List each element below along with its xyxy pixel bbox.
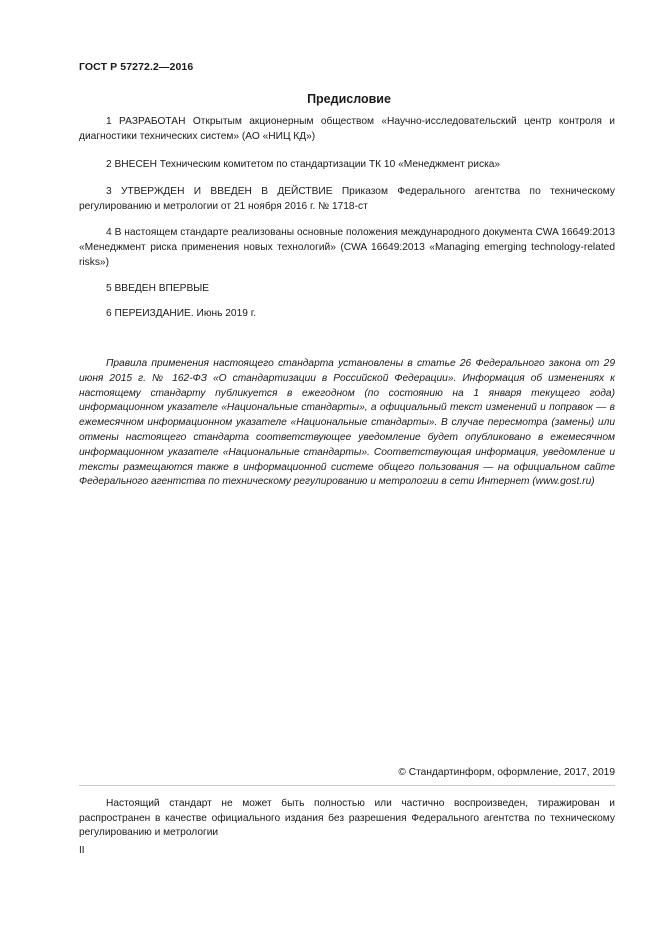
- page-title: Предисловие: [307, 92, 391, 106]
- foreword-item-1: 1 РАЗРАБОТАН Открытым акционерным обществом «Научно-исследовательский центр контроля и диагностики технических систем» (АО «НИЦ КД»): [79, 116, 615, 142]
- foreword-item-3: 3 УТВЕРЖДЕН И ВВЕДЕН В ДЕЙСТВИЕ Приказом Федерального агентства по техническому регулированию и метрологии от 21 ноября 2016 г. № 1718-ст: [79, 186, 615, 212]
- standard-application-note: Правила применения настоящего стандарта установлены в статье 26 Федерального закона от 29 июня 2015 г. № 162-ФЗ «О стандартизации в Российской Федерации». Информация об изменениях к настоящему стандарту публикуется в ежегодном (по состоянию на 1 января текущего года) информационном указателе «Национальные стандарты», а официальный текст изменений и поправок — в ежемесячном информационном указателе «Национальные стандарты». В случае пересмотра (замены) или отмены настоящего стандарта соответствующее уведомление будет опубликовано в ежемесячном информационном указателе «Национальные стандарты». Соответствующая информация, уведомление и тексты размещаются также в информационной системе общего пользования — на официальном сайте Федерального агентства по техническому регулированию и метрологии в сети Интернет (www.gost.ru): [79, 358, 615, 488]
- divider: [79, 785, 615, 786]
- foreword-item-2: 2 ВНЕСЕН Техническим комитетом по стандартизации ТК 10 «Менеджмент риска»: [106, 159, 501, 170]
- page-title-wrap: [0, 92, 661, 106]
- reproduction-notice: Настоящий стандарт не может быть полностью или частично воспроизведен, тиражирован и распространен в качестве официального издания без разрешения Федерального агентства по техническому регулированию и метрологии: [79, 798, 615, 838]
- foreword-item-5: 5 ВВЕДЕН ВПЕРВЫЕ: [106, 283, 210, 294]
- foreword-item-4: 4 В настоящем стандарте реализованы основные положения международного документа CWA 16649:2013 «Менеджмент риска применения новых технологий» (CWA 16649:2013 «Managing emerging technology-related risks»): [79, 227, 615, 268]
- foreword-item-6: 6 ПЕРЕИЗДАНИЕ. Июнь 2019 г.: [106, 308, 257, 319]
- standard-id-header: ГОСТ Р 57272.2—2016: [79, 61, 194, 73]
- copyright-line: © Стандартинформ, оформление, 2017, 2019: [398, 767, 615, 778]
- page-number: II: [79, 845, 85, 856]
